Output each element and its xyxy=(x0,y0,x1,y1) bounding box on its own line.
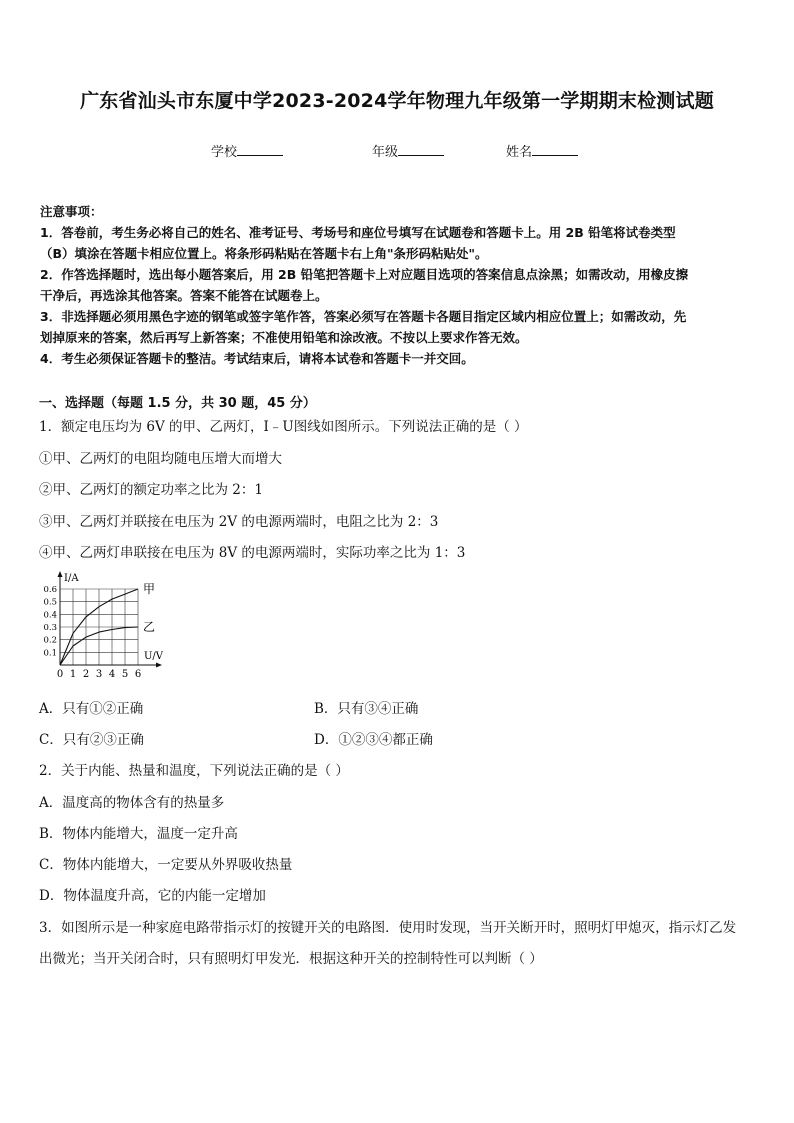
x-axis-label: U/V xyxy=(144,651,164,662)
q2-option-d[interactable]: D．物体温度升高，它的内能一定增加 xyxy=(39,888,266,904)
notes-heading: 注意事项： xyxy=(40,204,103,219)
name-label: 姓名 xyxy=(506,145,533,160)
x-tick-label: 5 xyxy=(121,669,129,680)
x-tick-label: 1 xyxy=(69,669,77,680)
school-blank[interactable] xyxy=(237,143,283,156)
x-tick-label: 3 xyxy=(95,669,103,680)
y-tick-label: 0.5 xyxy=(43,597,57,608)
note-3b: 划掉原来的答案，然后再写上新答案；不准使用铅笔和涂改液。不按以上要求作答无效。 xyxy=(40,330,528,345)
x-tick-label: 2 xyxy=(82,669,90,680)
y-tick-label: 0.2 xyxy=(43,635,57,646)
q3-stem-line-2: 出微光；当开关闭合时，只有照明灯甲发光．根据这种开关的控制特性可以判断（ ） xyxy=(39,951,543,967)
section-heading: 一、选择题（每题 1.5 分，共 30 题，45 分） xyxy=(39,396,316,411)
q1-option-a[interactable]: A．只有①②正确 xyxy=(39,701,144,717)
note-3a: 3．非选择题必须用黑色字迹的钢笔或签字笔作答，答案必须写在答题卡各题目指定区域内相应位置上；如需改动，先 xyxy=(40,309,687,324)
grade-blank[interactable] xyxy=(398,143,444,156)
name-blank[interactable] xyxy=(532,143,578,156)
y-tick-label: 0.4 xyxy=(43,610,57,621)
iu-chart xyxy=(36,566,176,684)
note-1a: 1．答卷前，考生务必将自己的姓名、准考证号、考场号和座位号填写在试题卷和答题卡上。用 2B 铅笔将试卷类型 xyxy=(40,225,676,240)
note-1b: （B）填涂在答题卡相应位置上。将条形码粘贴在答题卡右上角"条形码粘贴处"。 xyxy=(40,246,488,261)
q1-statement-4: ④甲、乙两灯串联接在电压为 8V 的电源两端时，实际功率之比为 1：3 xyxy=(39,545,466,561)
page-title: 广东省汕头市东厦中学2023-2024学年物理九年级第一学期期末检测试题 xyxy=(80,90,714,112)
q1-option-d[interactable]: D．①②③④都正确 xyxy=(314,732,433,748)
q1-stem: 1．额定电压均为 6V 的甲、乙两灯，I﹣U图线如图所示。下列说法正确的是（ ） xyxy=(39,419,528,435)
note-2a: 2．作答选择题时，选出每小题答案后，用 2B 铅笔把答题卡上对应题目选项的答案信息点涂黑；如需改动，用橡皮擦 xyxy=(40,267,689,282)
x-tick-label: 6 xyxy=(134,669,142,680)
note-4: 4．考生必须保证答题卡的整洁。考试结束后，请将本试卷和答题卡一并交回。 xyxy=(40,351,474,366)
school-field[interactable] xyxy=(211,141,283,160)
school-label: 学校 xyxy=(211,145,238,160)
q1-statement-2: ②甲、乙两灯的额定功率之比为 2：1 xyxy=(39,482,263,498)
q2-option-b[interactable]: B．物体内能增大，温度一定升高 xyxy=(39,826,238,842)
chart-ticks xyxy=(43,585,141,680)
q2-option-a[interactable]: A．温度高的物体含有的热量多 xyxy=(39,795,225,811)
name-field[interactable] xyxy=(506,141,578,160)
x-tick-label: 4 xyxy=(108,669,116,680)
q1-option-c[interactable]: C．只有②③正确 xyxy=(39,732,144,748)
q1-statement-1: ①甲、乙两灯的电阻均随电压增大而增大 xyxy=(39,451,282,467)
q1-option-b[interactable]: B．只有③④正确 xyxy=(314,701,419,717)
q1-statement-3: ③甲、乙两灯并联接在电压为 2V 的电源两端时，电阻之比为 2：3 xyxy=(39,514,439,530)
x-tick-label: 0 xyxy=(56,669,64,680)
grade-field[interactable] xyxy=(372,141,444,160)
y-axis-arrow xyxy=(58,571,63,577)
q2-option-c[interactable]: C．物体内能增大，一定要从外界吸收热量 xyxy=(39,857,293,873)
series-label-0: 甲 xyxy=(143,582,156,596)
note-2b: 干净后，再选涂其他答案。答案不能答在试题卷上。 xyxy=(40,288,328,303)
series-label-1: 乙 xyxy=(143,620,156,634)
x-axis-arrow xyxy=(156,663,162,668)
y-axis-label: I/A xyxy=(64,573,79,584)
q2-stem: 2．关于内能、热量和温度，下列说法正确的是（ ） xyxy=(39,763,349,779)
y-tick-label: 0.3 xyxy=(43,623,57,633)
grade-label: 年级 xyxy=(372,145,399,160)
q3-stem-line-1: 3．如图所示是一种家庭电路带指示灯的按键开关的电路图．使用时发现，当开关断开时，照明灯甲熄灭，指示灯乙发 xyxy=(39,920,737,936)
y-tick-label: 0.1 xyxy=(43,648,57,659)
y-tick-label: 0.6 xyxy=(43,585,57,595)
